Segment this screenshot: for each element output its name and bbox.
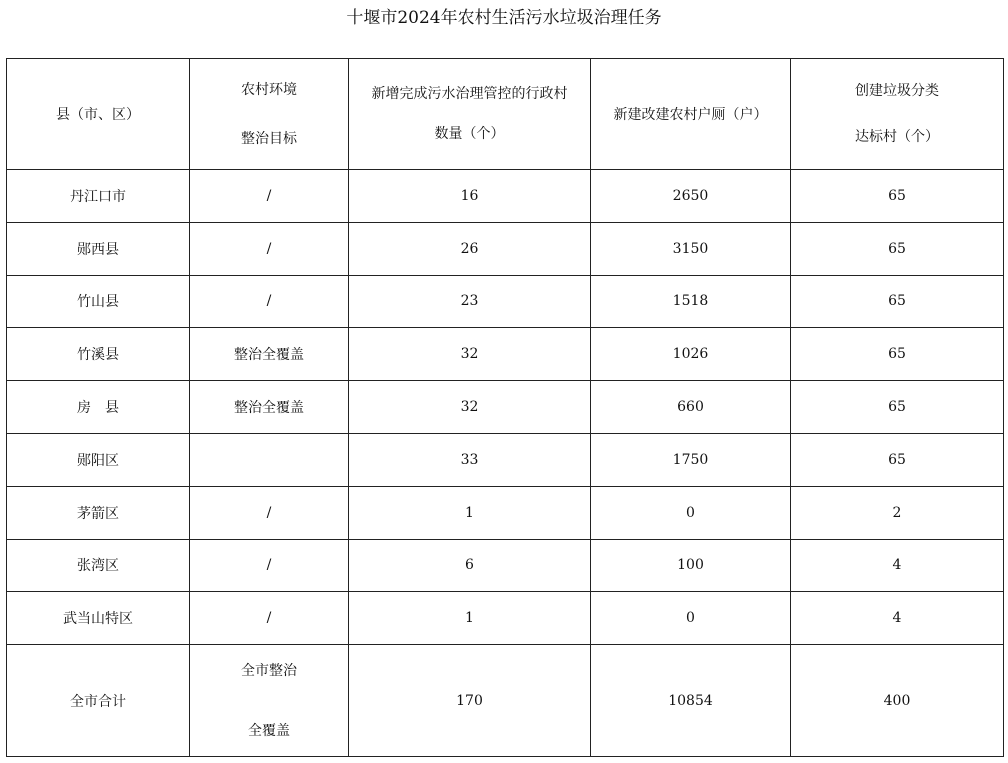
cell-county: 郧西县	[7, 222, 190, 275]
cell-goal: 整治全覆盖	[190, 381, 349, 434]
table-row	[7, 592, 1004, 645]
header-goal: 农村环境 整治目标	[190, 59, 349, 170]
cell-county: 茅箭区	[7, 486, 190, 539]
header-toilet: 新建改建农村户厕（户）	[591, 59, 791, 170]
cell-county: 竹山县	[7, 275, 190, 328]
cell-sewage: 26	[349, 222, 591, 275]
cell-sewage: 23	[349, 275, 591, 328]
cell-county: 武当山特区	[7, 592, 190, 645]
cell-toilet: 100	[591, 539, 791, 592]
header-garbage: 创建垃圾分类 达标村（个）	[791, 59, 1004, 170]
task-table	[6, 58, 1004, 757]
total-row	[7, 645, 1004, 757]
total-sewage: 170	[349, 645, 591, 757]
total-toilet: 10854	[591, 645, 791, 757]
cell-sewage: 1	[349, 486, 591, 539]
cell-toilet: 0	[591, 486, 791, 539]
total-goal: 全市整治 全覆盖	[190, 645, 349, 757]
cell-county: 张湾区	[7, 539, 190, 592]
cell-toilet: 1750	[591, 433, 791, 486]
table-row	[7, 433, 1004, 486]
cell-sewage: 1	[349, 592, 591, 645]
cell-sewage: 6	[349, 539, 591, 592]
table-row	[7, 539, 1004, 592]
cell-garbage: 4	[791, 592, 1004, 645]
cell-county: 房 县	[7, 381, 190, 434]
cell-toilet: 1026	[591, 328, 791, 381]
table-row	[7, 486, 1004, 539]
cell-sewage: 32	[349, 381, 591, 434]
cell-county: 郧阳区	[7, 433, 190, 486]
page-title: 十堰市2024年农村生活污水垃圾治理任务	[346, 8, 662, 28]
table-row	[7, 328, 1004, 381]
table-row	[7, 170, 1004, 223]
total-garbage: 400	[791, 645, 1004, 757]
cell-garbage: 65	[791, 275, 1004, 328]
cell-toilet: 0	[591, 592, 791, 645]
cell-goal: 整治全覆盖	[190, 328, 349, 381]
cell-goal: /	[190, 170, 349, 223]
cell-toilet: 2650	[591, 170, 791, 223]
cell-toilet: 1518	[591, 275, 791, 328]
cell-goal: /	[190, 486, 349, 539]
cell-garbage: 2	[791, 486, 1004, 539]
header-county: 县（市、区）	[7, 59, 190, 170]
cell-county: 竹溪县	[7, 328, 190, 381]
cell-goal: /	[190, 275, 349, 328]
cell-toilet: 660	[591, 381, 791, 434]
cell-goal: /	[190, 539, 349, 592]
cell-garbage: 4	[791, 539, 1004, 592]
table-row	[7, 381, 1004, 434]
cell-sewage: 32	[349, 328, 591, 381]
cell-county: 丹江口市	[7, 170, 190, 223]
cell-sewage: 16	[349, 170, 591, 223]
header-row	[7, 59, 1004, 170]
cell-garbage: 65	[791, 170, 1004, 223]
cell-goal	[190, 433, 349, 486]
cell-garbage: 65	[791, 222, 1004, 275]
header-sewage: 新增完成污水治理管控的行政村 数量（个）	[349, 59, 591, 170]
cell-sewage: 33	[349, 433, 591, 486]
total-county: 全市合计	[7, 645, 190, 757]
cell-toilet: 3150	[591, 222, 791, 275]
cell-garbage: 65	[791, 433, 1004, 486]
cell-garbage: 65	[791, 328, 1004, 381]
table-row	[7, 222, 1004, 275]
cell-goal: /	[190, 222, 349, 275]
table-row	[7, 275, 1004, 328]
cell-goal: /	[190, 592, 349, 645]
cell-garbage: 65	[791, 381, 1004, 434]
